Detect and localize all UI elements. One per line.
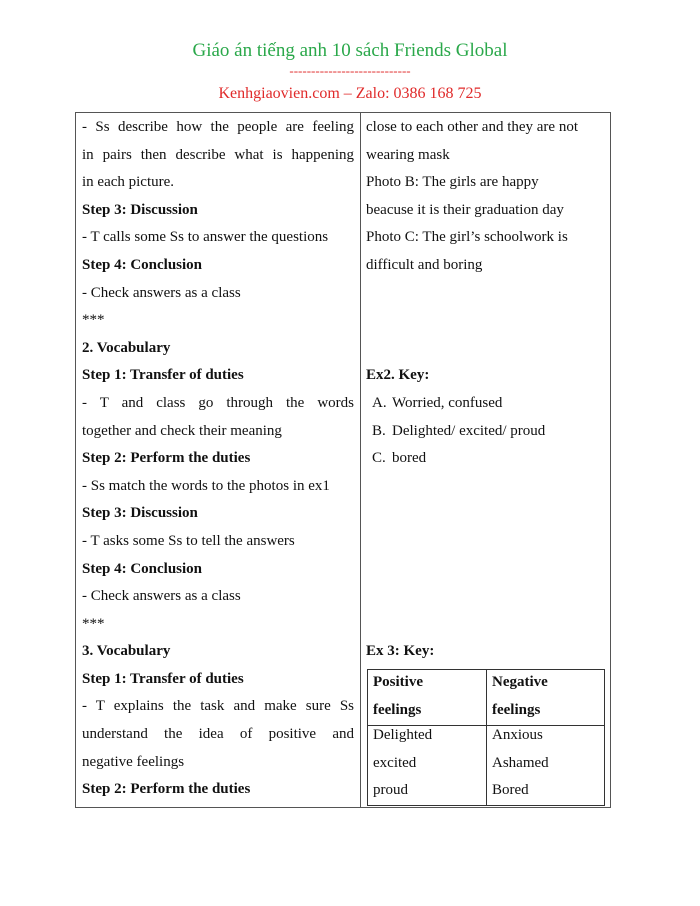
step-heading: Step 4: Conclusion — [82, 560, 203, 577]
text-line: - T and class go through the words — [82, 394, 354, 411]
ex2-answer-item — [372, 445, 606, 473]
ex3-key-heading: Ex 3: Key: — [366, 643, 435, 660]
step-heading: Step 2: Perform the duties — [82, 450, 251, 467]
text-line: understand the idea of positive and — [82, 726, 354, 743]
text-line: difficult and boring — [366, 256, 483, 273]
table-cell: excited — [373, 754, 417, 771]
step-heading: Step 4: Conclusion — [82, 256, 203, 273]
ex2-answer-item — [372, 418, 606, 446]
negative-feelings-values — [492, 722, 549, 805]
text-line: Photo C: The girl’s schoolwork is — [366, 229, 568, 246]
answer-text: Worried, confused — [392, 394, 503, 411]
header-dash-line: ---------------------------- — [289, 63, 411, 78]
list-marker: B. — [372, 422, 386, 439]
text-line: - T calls some Ss to answer the questions — [82, 229, 329, 246]
header-contact: Kenhgiaovien.com – Zalo: 0386 168 725 — [218, 85, 482, 102]
text-line: - Check answers as a class — [82, 588, 241, 605]
table-cell: proud — [373, 782, 408, 799]
step-heading: Step 1: Transfer of duties — [82, 367, 244, 384]
lesson-table-column-divider — [360, 112, 361, 808]
positive-feelings-values — [373, 722, 432, 805]
text-line: Photo B: The girls are happy — [366, 174, 539, 191]
answer-keys-column — [366, 114, 606, 666]
text-line: - Ss match the words to the photos in ex1 — [82, 477, 330, 494]
section-heading: 3. Vocabulary — [82, 643, 171, 660]
ex2-key-heading: Ex2. Key: — [366, 367, 430, 384]
table-cell: Anxious — [492, 727, 543, 743]
text-line: wearing mask — [366, 146, 450, 163]
list-marker: A. — [372, 394, 387, 411]
section-heading: 2. Vocabulary — [82, 339, 171, 356]
table-cell: Ashamed — [492, 754, 549, 771]
text-line: in each picture. — [82, 174, 175, 191]
positive-feelings-header — [373, 669, 423, 724]
ex2-answer-item — [372, 390, 606, 418]
answer-text: bored — [392, 450, 427, 467]
step-heading: Step 2: Perform the duties — [82, 781, 251, 798]
text-line: together and check their meaning — [82, 422, 282, 439]
header-text: Negative — [492, 674, 548, 690]
feelings-table — [367, 669, 605, 806]
header-text: feelings — [492, 701, 541, 718]
document-title: Giáo án tiếng anh 10 sách Friends Global — [192, 40, 508, 61]
text-line: - Ss describe how the people are feeling — [82, 119, 354, 135]
text-line: negative feelings — [82, 753, 185, 770]
text-line: - Check answers as a class — [82, 284, 241, 301]
list-marker: C. — [372, 450, 386, 467]
text-line: - T asks some Ss to tell the answers — [82, 532, 295, 549]
separator-stars: *** — [82, 615, 105, 632]
negative-feelings-header — [492, 669, 548, 724]
text-line: close to each other and they are not — [366, 119, 578, 135]
step-heading: Step 1: Transfer of duties — [82, 670, 244, 687]
text-line: - T explains the task and make sure Ss — [82, 698, 354, 715]
header-text: feelings — [373, 701, 422, 718]
step-heading: Step 3: Discussion — [82, 505, 198, 522]
table-cell: Bored — [492, 782, 529, 799]
answer-text: Delighted/ excited/ proud — [392, 422, 546, 439]
header-text: Positive — [373, 674, 423, 690]
table-cell: Delighted — [373, 727, 433, 743]
page-header — [0, 38, 700, 105]
separator-stars: *** — [82, 312, 105, 329]
text-line: beacuse it is their graduation day — [366, 201, 564, 218]
step-heading: Step 3: Discussion — [82, 201, 198, 218]
lesson-activities-column — [82, 114, 354, 804]
text-line: in pairs then describe what is happening — [82, 146, 354, 163]
